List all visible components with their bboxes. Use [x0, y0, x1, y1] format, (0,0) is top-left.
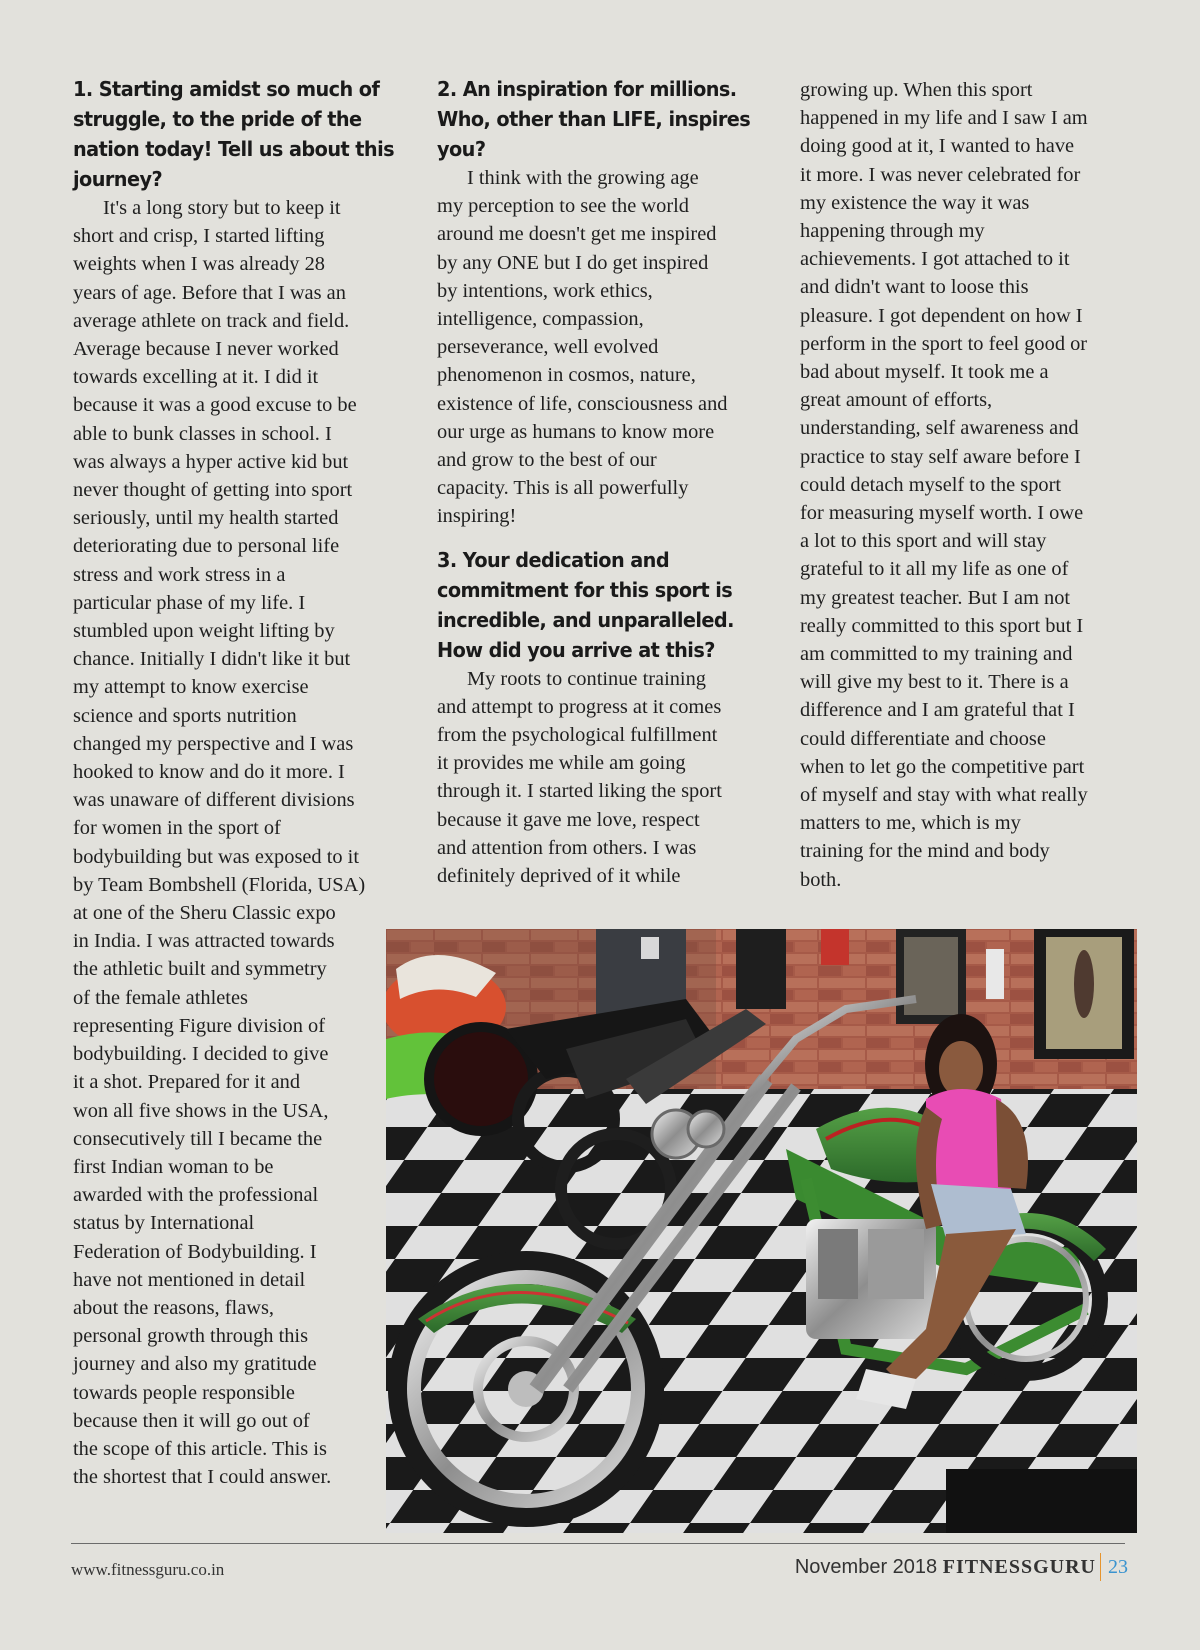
- question-1-heading: [73, 74, 403, 194]
- body-line: perseverance, well evolved: [437, 336, 659, 359]
- body-line: personal growth through this: [73, 1325, 309, 1348]
- body-line: really committed to this sport but I: [800, 614, 1084, 637]
- body-line: my perception to see the world: [437, 195, 689, 218]
- body-line: great amount of efforts,: [800, 389, 993, 412]
- body-line: in India. I was attracted towards: [73, 930, 335, 953]
- body-line: and didn't want to loose this: [800, 276, 1029, 299]
- article-column-3: [800, 76, 1135, 894]
- body-line: hooked to know and do it more. I: [73, 761, 345, 784]
- body-line: of myself and stay with what really: [800, 784, 1088, 807]
- body-line: growing up. When this sport: [800, 79, 1033, 101]
- article-column-1: [73, 74, 403, 1491]
- body-line: It's a long story but to keep it: [103, 197, 341, 219]
- answer-2-body: [437, 164, 772, 531]
- body-line: was always a hyper active kid but: [73, 450, 349, 473]
- body-line: our urge as humans to know more: [437, 420, 715, 443]
- body-line: consecutively till I became the: [73, 1127, 323, 1150]
- body-line: stumbled upon weight lifting by: [73, 620, 335, 643]
- body-line: will give my best to it. There is a: [800, 671, 1069, 694]
- body-line: because it was a good excuse to be: [73, 394, 357, 417]
- body-line: towards people responsible: [73, 1381, 295, 1404]
- heading-line: 1. Starting amidst so much of: [73, 77, 380, 101]
- heading-line: journey?: [73, 167, 163, 191]
- body-line: by Team Bombshell (Florida, USA): [73, 873, 366, 896]
- body-line: understanding, self awareness and: [800, 417, 1079, 440]
- body-line: short and crisp, I started lifting: [73, 225, 325, 248]
- issue-date: November 2018: [794, 1556, 938, 1578]
- answer-3-body: [437, 665, 772, 891]
- body-line: matters to me, which is my: [800, 812, 1021, 835]
- body-line: could differentiate and choose: [800, 727, 1046, 750]
- body-line: happened in my life and I saw I am: [800, 107, 1088, 130]
- heading-line: commitment for this sport is: [437, 577, 733, 602]
- body-line: capacity. This is all powerfully: [437, 477, 689, 500]
- magazine-brand: FITNESSGURU: [942, 1556, 1096, 1578]
- body-line: weights when I was already 28: [73, 253, 325, 276]
- body-line: I think with the growing age: [467, 167, 699, 189]
- body-line: status by International: [73, 1212, 255, 1235]
- body-line: representing Figure division of: [73, 1014, 326, 1037]
- body-line: bad about myself. It took me a: [800, 361, 1049, 384]
- body-line: pleasure. I got dependent on how I: [800, 304, 1083, 327]
- body-line: bodybuilding but was exposed to it: [73, 845, 360, 868]
- body-line: and grow to the best of our: [437, 449, 657, 472]
- body-line: am committed to my training and: [800, 643, 1073, 666]
- body-line: could detach myself to the sport: [800, 473, 1062, 496]
- body-line: science and sports nutrition: [73, 704, 297, 727]
- body-line: definitely deprived of it while: [437, 865, 681, 888]
- body-line: my attempt to know exercise: [73, 676, 309, 699]
- body-line: and attempt to progress at it comes: [437, 695, 722, 718]
- body-line: able to bunk classes in school. I: [73, 422, 332, 445]
- body-line: chance. Initially I didn't like it but: [73, 648, 351, 671]
- body-line: because then it will go out of: [73, 1409, 310, 1432]
- body-line: seriously, until my health started: [73, 507, 339, 530]
- body-line: My roots to continue training: [467, 667, 706, 690]
- body-line: for measuring myself worth. I owe: [800, 502, 1084, 525]
- body-line: by intentions, work ethics,: [437, 279, 653, 302]
- body-line: inspiring!: [437, 505, 517, 528]
- page-number: 23: [1108, 1556, 1128, 1578]
- question-3-heading: [437, 545, 772, 665]
- footer-website[interactable]: www.fitnessguru.co.in: [71, 1560, 225, 1579]
- body-line: changed my perspective and I was: [73, 732, 354, 755]
- body-line: at one of the Sheru Classic expo: [73, 902, 336, 925]
- body-line: around me doesn't get me inspired: [437, 223, 717, 246]
- body-line: doing good at it, I wanted to have: [800, 135, 1075, 158]
- body-line: the scope of this article. This is: [73, 1437, 327, 1460]
- body-line: Federation of Bodybuilding. I: [73, 1240, 317, 1263]
- body-line: it more. I was never celebrated for: [800, 163, 1081, 186]
- body-line: a lot to this sport and will stay: [800, 530, 1047, 553]
- page-number-separator: [1100, 1553, 1101, 1581]
- motorcycle-photo: [386, 929, 1137, 1533]
- heading-line: nation today! Tell us about this: [73, 137, 395, 161]
- body-line: of the female athletes: [73, 986, 248, 1009]
- body-line: happening through my: [800, 220, 985, 243]
- body-line: was unaware of different divisions: [73, 789, 355, 812]
- body-line: when to let go the competitive part: [800, 755, 1085, 778]
- body-line: first Indian woman to be: [73, 1155, 274, 1178]
- heading-line: 3. Your dedication and: [437, 547, 670, 572]
- body-line: because it gave me love, respect: [437, 808, 700, 831]
- body-line: intelligence, compassion,: [437, 308, 644, 331]
- body-line: stress and work stress in a: [73, 563, 286, 586]
- heading-line: How did you arrive at this?: [437, 637, 715, 662]
- body-line: practice to stay self aware before I: [800, 445, 1081, 468]
- body-line: the shortest that I could answer.: [73, 1466, 332, 1489]
- heading-line: incredible, and unparalleled.: [437, 607, 734, 632]
- body-line: never thought of getting into sport: [73, 479, 353, 502]
- heading-line: you?: [437, 137, 486, 161]
- heading-line: 2. An inspiration for millions.: [437, 77, 737, 101]
- body-line: journey and also my gratitude: [73, 1353, 317, 1376]
- body-line: my existence the way it was: [800, 191, 1030, 214]
- body-line: and attention from others. I was: [437, 836, 697, 859]
- footer-rule: [71, 1543, 1125, 1544]
- body-line: my greatest teacher. But I am not: [800, 586, 1071, 609]
- body-line: perform in the sport to feel good or: [800, 332, 1088, 355]
- body-line: Average because I never worked: [73, 338, 339, 361]
- footer-issue: [795, 1556, 1096, 1579]
- question-2-heading: [437, 74, 772, 164]
- body-line: training for the mind and body: [800, 840, 1050, 863]
- article-column-2: [437, 74, 772, 890]
- body-line: phenomenon in cosmos, nature,: [437, 364, 696, 387]
- body-line: achievements. I got attached to it: [800, 248, 1070, 271]
- body-line: years of age. Before that I was an: [73, 281, 346, 304]
- body-line: have not mentioned in detail: [73, 1268, 306, 1291]
- heading-line: Who, other than LIFE, inspires: [437, 107, 751, 131]
- body-line: by any ONE but I do get inspired: [437, 251, 709, 274]
- body-line: towards excelling at it. I did it: [73, 366, 319, 389]
- body-line: through it. I started liking the sport: [437, 780, 722, 803]
- body-line: it provides me while am going: [437, 752, 686, 775]
- body-line: deteriorating due to personal life: [73, 535, 340, 558]
- body-line: the athletic built and symmetry: [73, 958, 327, 981]
- body-line: difference and I am grateful that I: [800, 699, 1075, 722]
- body-line: grateful to it all my life as one of: [800, 558, 1069, 581]
- body-line: average athlete on track and field.: [73, 309, 350, 332]
- body-line: bodybuilding. I decided to give: [73, 1043, 329, 1066]
- body-line: won all five shows in the USA,: [73, 1099, 329, 1122]
- body-line: awarded with the professional: [73, 1184, 319, 1207]
- body-line: for women in the sport of: [73, 817, 281, 840]
- body-line: about the reasons, flaws,: [73, 1296, 275, 1319]
- answer-1-body: [73, 194, 403, 1491]
- body-line: existence of life, consciousness and: [437, 392, 728, 415]
- heading-line: struggle, to the pride of the: [73, 107, 362, 131]
- body-line: particular phase of my life. I: [73, 591, 306, 614]
- body-line: from the psychological fulfillment: [437, 724, 718, 747]
- body-line: both.: [800, 868, 842, 891]
- body-line: it a shot. Prepared for it and: [73, 1071, 301, 1094]
